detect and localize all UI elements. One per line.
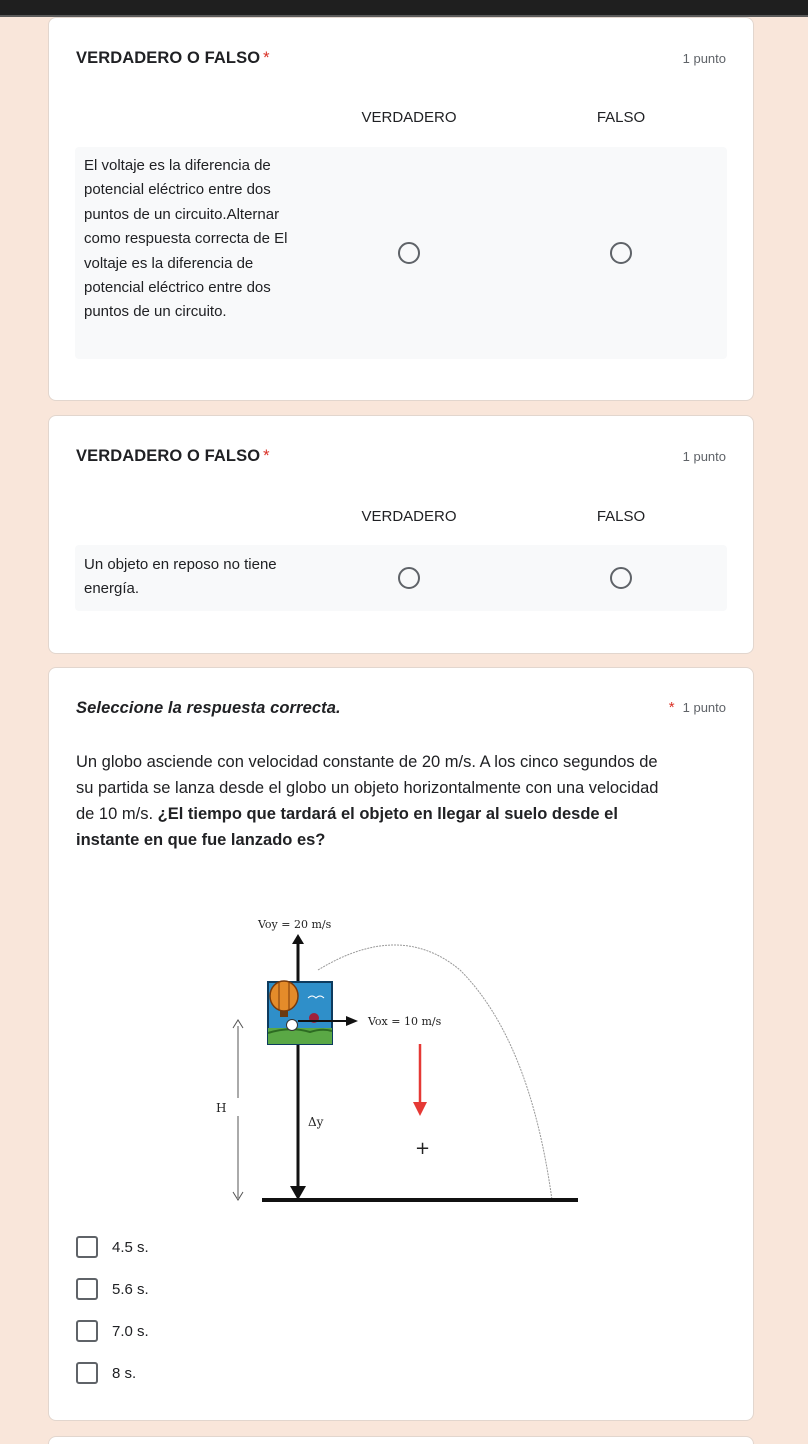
radio-verdadero[interactable] (398, 242, 420, 264)
option-3[interactable] (76, 1319, 149, 1343)
option-2[interactable] (76, 1277, 149, 1301)
points-label: 1 punto (682, 449, 726, 464)
column-verdadero: VERDADERO (361, 109, 457, 126)
question-text: Un globo asciende con velocidad constante de 20 m/s. A los cinco segundos de su partida se lanza desde el globo un objeto horizontalmente con una velocidad de 10 m/s. ¿El tiempo que tardará el objeto en llegar al suelo desde el instante en que fue lanzado es? (76, 753, 659, 849)
checkbox[interactable] (76, 1362, 98, 1384)
row-label: Un objeto en reposo no tiene energía. (84, 556, 277, 598)
question-title: Seleccione la respuesta correcta. (76, 699, 341, 717)
option-label: 8 s. (112, 1364, 137, 1382)
plus-label: + (415, 1138, 431, 1159)
vox-label: Vox = 10 m/s (368, 1015, 442, 1028)
physics-diagram (200, 910, 590, 1210)
option-1[interactable] (76, 1235, 149, 1259)
option-label: 7.0 s. (112, 1322, 149, 1340)
checkbox[interactable] (76, 1278, 98, 1300)
option-4[interactable] (76, 1361, 136, 1385)
grid-row (75, 147, 727, 359)
grid-row (75, 545, 727, 611)
column-verdadero: VERDADERO (361, 508, 457, 525)
option-label: 5.6 s. (112, 1280, 149, 1298)
radio-falso[interactable] (610, 242, 632, 264)
dy-label: Δy (308, 1115, 324, 1129)
required-mark: * (263, 49, 270, 67)
question-title: VERDADERO O FALSO * (76, 447, 270, 465)
option-label: 4.5 s. (112, 1238, 149, 1256)
checkbox[interactable] (76, 1320, 98, 1342)
column-falso: FALSO (596, 508, 646, 525)
balloon-image (268, 981, 332, 1044)
right-arrow-head (346, 1016, 358, 1026)
trajectory (318, 945, 552, 1200)
required-mark: * (263, 447, 270, 465)
question-title: VERDADERO O FALSO * (76, 49, 270, 67)
up-arrow-head (292, 934, 304, 944)
gravity-arrow-head (413, 1102, 427, 1116)
required-mark: * (668, 699, 675, 716)
question-card-2 (48, 415, 754, 654)
radio-falso[interactable] (610, 567, 632, 589)
points-label: * 1 punto (668, 699, 726, 716)
h-label-bg (230, 1098, 246, 1116)
h-label: H (216, 1101, 227, 1115)
next-card (48, 1436, 754, 1444)
points-label: 1 punto (682, 51, 726, 66)
top-bar (0, 0, 808, 17)
row-label: El voltaje es la diferencia de potencial eléctrico entre dos puntos de un circuito.Alternar como respuesta correcta de El voltaje es la diferencia de potencial eléctrico entre dos puntos de un circuito. (84, 157, 288, 321)
radio-verdadero[interactable] (398, 567, 420, 589)
checkbox[interactable] (76, 1236, 98, 1258)
column-falso: FALSO (596, 109, 646, 126)
down-arrow-head (290, 1186, 306, 1200)
question-card-1 (48, 17, 754, 401)
voy-label: Voy = 20 m/s (258, 918, 332, 931)
